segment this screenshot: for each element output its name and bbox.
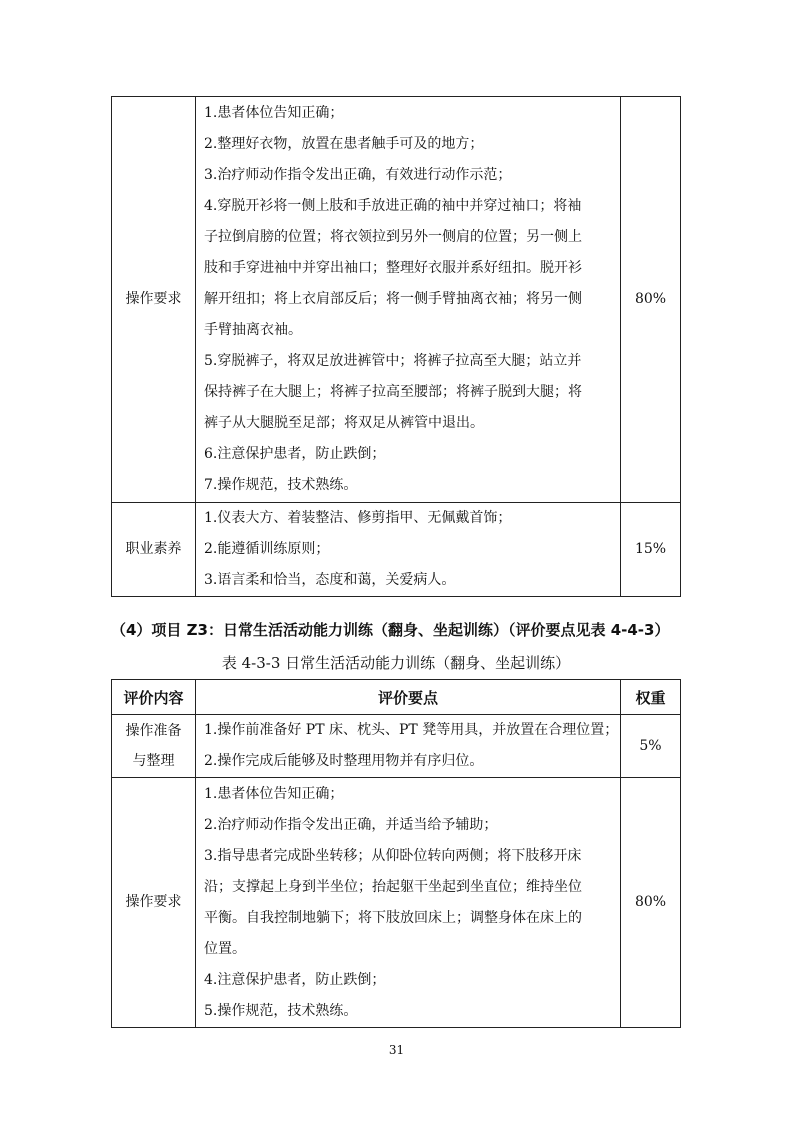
content-line: 1.仪表大方、着装整洁、修剪指甲、无佩戴首饰； [204,510,512,526]
table-row [112,97,681,503]
content-line: 4.穿脱开衫将一侧上肢和手放进正确的袖中并穿过袖口；将袖 [204,198,582,214]
content-line: 3.语言柔和恰当，态度和蔼，关爱病人。 [204,572,456,588]
content-line: 平衡。自我控制地躺下；将下肢放回床上；调整身体在床上的 [204,909,582,926]
content-line: 3.治疗师动作指令发出正确，有效进行动作示范； [204,167,512,183]
row-weight: 80% [621,778,681,1028]
content-line: 3.指导患者完成卧坐转移；从仰卧位转向两侧；将下肢移开床 [204,847,582,864]
content-line: 5.穿脱裤子，将双足放进裤管中；将裤子拉高至大腿；站立并 [204,353,582,369]
page-number: 31 [388,1043,405,1057]
content-line: 7.操作规范，技术熟练。 [204,477,358,493]
content-line: 2.操作完成后能够及时整理用物并有序归位。 [204,753,484,769]
table-header-row [112,680,681,715]
content-line: 解开纽扣；将上衣肩部反后；将一侧手臂抽离衣袖；将另一侧 [204,291,582,307]
content-line: 保持裤子在大腿上；将裤子拉高至腰部；将裤子脱到大腿；将 [204,384,582,400]
content-line: 1.患者体位告知正确； [204,105,344,121]
table-row [112,715,681,778]
content-line: 2.整理好衣物，放置在患者触手可及的地方； [204,136,484,152]
content-line: 子拉倒肩膀的位置；将衣领拉到另外一侧肩的位置；另一侧上 [204,229,582,245]
content-line: 裤子从大腿脱至足部；将双足从裤管中退出。 [204,415,484,431]
content-line: 6.注意保护患者，防止跌倒； [204,446,386,462]
row-label [112,715,196,778]
row-content [196,778,621,1028]
content-line: 5.操作规范，技术熟练。 [204,1002,358,1019]
header-points: 评价要点 [196,680,621,715]
header-weight: 权重 [621,680,681,715]
content-line: 位置。 [204,940,246,957]
row-weight: 15% [621,503,681,597]
row-content [196,503,621,597]
evaluation-table-continued [111,96,681,597]
table-row [112,778,681,1028]
evaluation-table [111,679,681,1028]
content-line: 2.能遵循训练原则； [204,541,330,557]
header-content: 评价内容 [112,680,196,715]
label-line: 与整理 [132,753,175,769]
row-content [196,97,621,503]
content-line: 手臂抽离衣袖。 [204,322,302,338]
table-caption: 表 4-3-3 日常生活活动能力训练（翻身、坐起训练） [221,654,571,672]
content-line: 肢和手穿进袖中并穿出袖口；整理好衣服并系好纽扣。脱开衫 [204,260,582,276]
row-content [196,715,621,778]
table-row [112,503,681,597]
content-line: 1.患者体位告知正确； [204,785,344,802]
content-line: 1.操作前准备好 PT 床、枕头、PT 凳等用具，并放置在合理位置； [204,722,619,738]
label-line: 操作准备 [125,723,182,739]
content-line: 沿；支撑起上身到半坐位；抬起躯干坐起到坐直位；维持坐位 [204,878,582,895]
content-line: 2.治疗师动作指令发出正确，并适当给予辅助； [204,816,498,833]
label-line: 操作要求 [125,894,182,910]
content-line: 4.注意保护患者，防止跌倒； [204,971,386,988]
row-label [112,778,196,1028]
row-label: 操作要求 [112,97,196,503]
row-weight: 80% [621,97,681,503]
section-heading: （4）项目 Z3：日常生活活动能力训练（翻身、坐起训练）（评价要点见表 4-4-3） [111,621,670,639]
row-weight: 5% [621,715,681,778]
row-label: 职业素养 [112,503,196,597]
